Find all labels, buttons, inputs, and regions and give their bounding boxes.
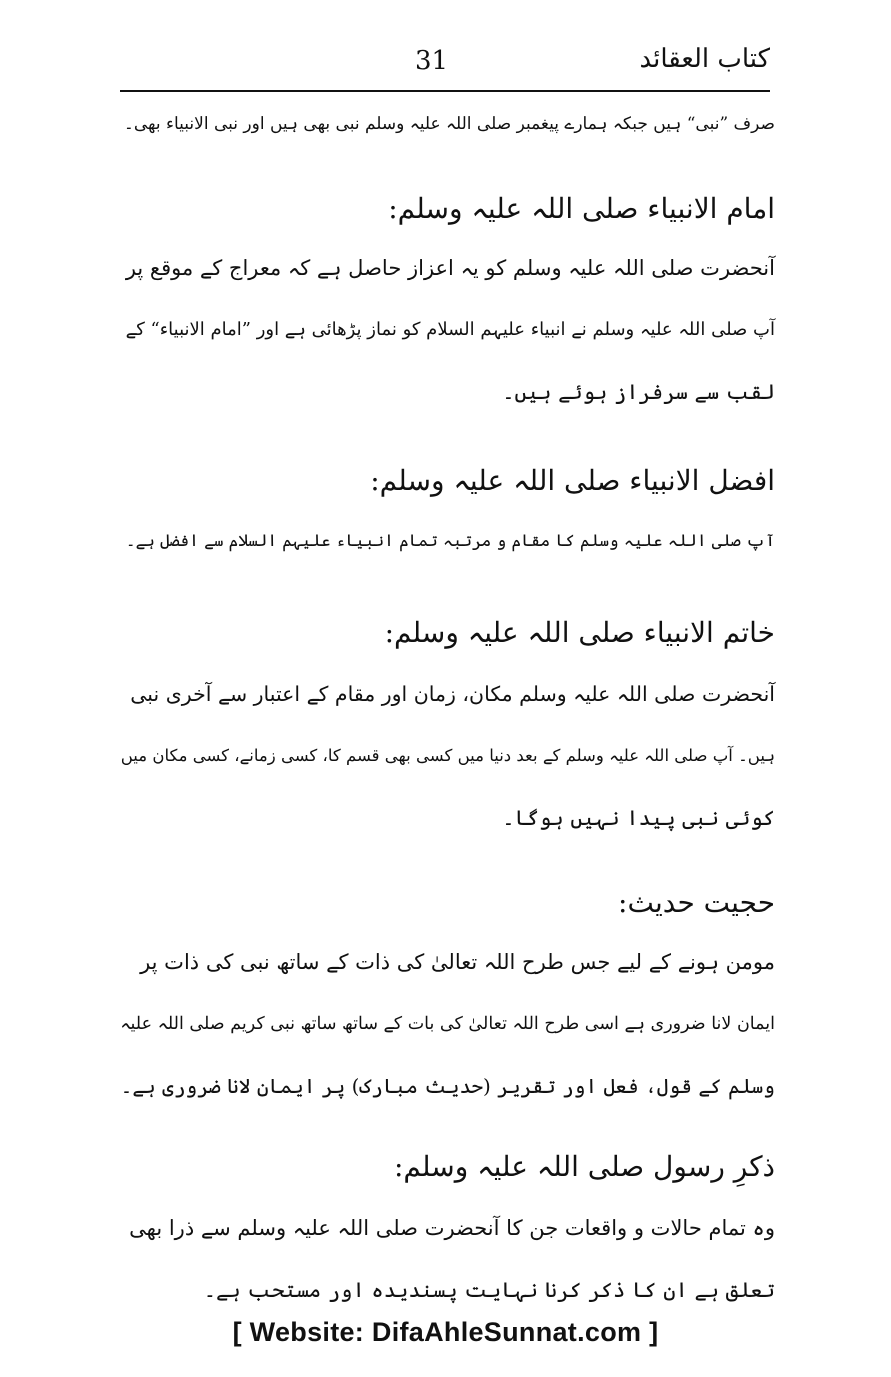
paragraph-line: مومن ہونے کے لیے جس طرح اللہ تعالیٰ کی ذات کے ساتھ نبی کی ذات پر [140, 950, 775, 974]
intro-paragraph [115, 104, 775, 166]
section-paragraph-hujjiyat-e-hadith [115, 942, 775, 1128]
page-header [120, 40, 770, 92]
paragraph-line: وسلم کے قول، فعل اور تقریر (حدیث مبارک) پر ایمان لانا ضروری ہے۔ [120, 1074, 775, 1098]
section-paragraph-imam-ul-anbiya [115, 248, 775, 434]
paragraph-line: ہیں۔ آپ صلی اللہ علیہ وسلم کے بعد دنیا میں کسی بھی قسم کا، کسی زمانے، کسی مکان میں [120, 746, 775, 765]
paragraph-line: آنحضرت صلی اللہ علیہ وسلم مکان، زمان اور مقام کے اعتبار سے آخری نبی [130, 682, 775, 706]
section-paragraph-afzal-ul-anbiya [115, 521, 775, 583]
section-heading-imam-ul-anbiya: امام الانبیاء صلی اللہ علیہ وسلم: [388, 192, 775, 225]
paragraph-line: کوئی نبی پیدا نہیں ہوگا۔ [502, 806, 775, 830]
paragraph-line: آپ صلی اللہ علیہ وسلم کا مقام و مرتبہ تمام انبیاء علیہم السلام سے افضل ہے۔ [125, 531, 775, 550]
paragraph-line: وہ تمام حالات و واقعات جن کا آنحضرت صلی اللہ علیہ وسلم سے ذرا بھی [129, 1216, 775, 1240]
paragraph-line: تعلق ہے ان کا ذکر کرنا نہایت پسندیدہ اور مستحب ہے۔ [203, 1278, 775, 1302]
paragraph-line: آپ صلی اللہ علیہ وسلم نے انبیاء علیہم السلام کو نماز پڑھائی ہے اور ”امام الانبیاء“ کے [125, 319, 775, 340]
paragraph-line: ایمان لانا ضروری ہے اسی طرح اللہ تعالیٰ کی بات کے ساتھ ساتھ نبی کریم صلی اللہ علیہ [120, 1014, 775, 1034]
section-paragraph-zikr-e-rasool [115, 1208, 775, 1332]
section-heading-khatam-ul-anbiya: خاتم الانبیاء صلی اللہ علیہ وسلم: [384, 616, 775, 649]
paragraph-line: آنحضرت صلی اللہ علیہ وسلم کو یہ اعزاز حاصل ہے کہ معراج کے موقع پر [125, 256, 775, 280]
section-paragraph-khatam-ul-anbiya [115, 674, 775, 860]
header-divider [120, 90, 770, 92]
section-heading-hujjiyat-e-hadith: حجیت حدیث: [618, 886, 775, 919]
paragraph-line: لقب سے سرفراز ہوئے ہیں۔ [502, 380, 775, 404]
website-footer: [ Website: DifaAhleSunnat.com ] [232, 1317, 659, 1347]
section-heading-zikr-e-rasool: ذکرِ رسول صلی اللہ علیہ وسلم: [393, 1150, 775, 1183]
section-heading-afzal-ul-anbiya: افضل الانبیاء صلی اللہ علیہ وسلم: [370, 464, 775, 497]
page-number: 31 [415, 46, 449, 76]
book-title: کتاب العقائد [639, 44, 770, 74]
paragraph-line: صرف ”نبی“ ہیں جبکہ ہمارے پیغمبر صلی اللہ علیہ وسلم نبی بھی ہیں اور نبی الانبیاء بھی۔ [123, 114, 775, 134]
